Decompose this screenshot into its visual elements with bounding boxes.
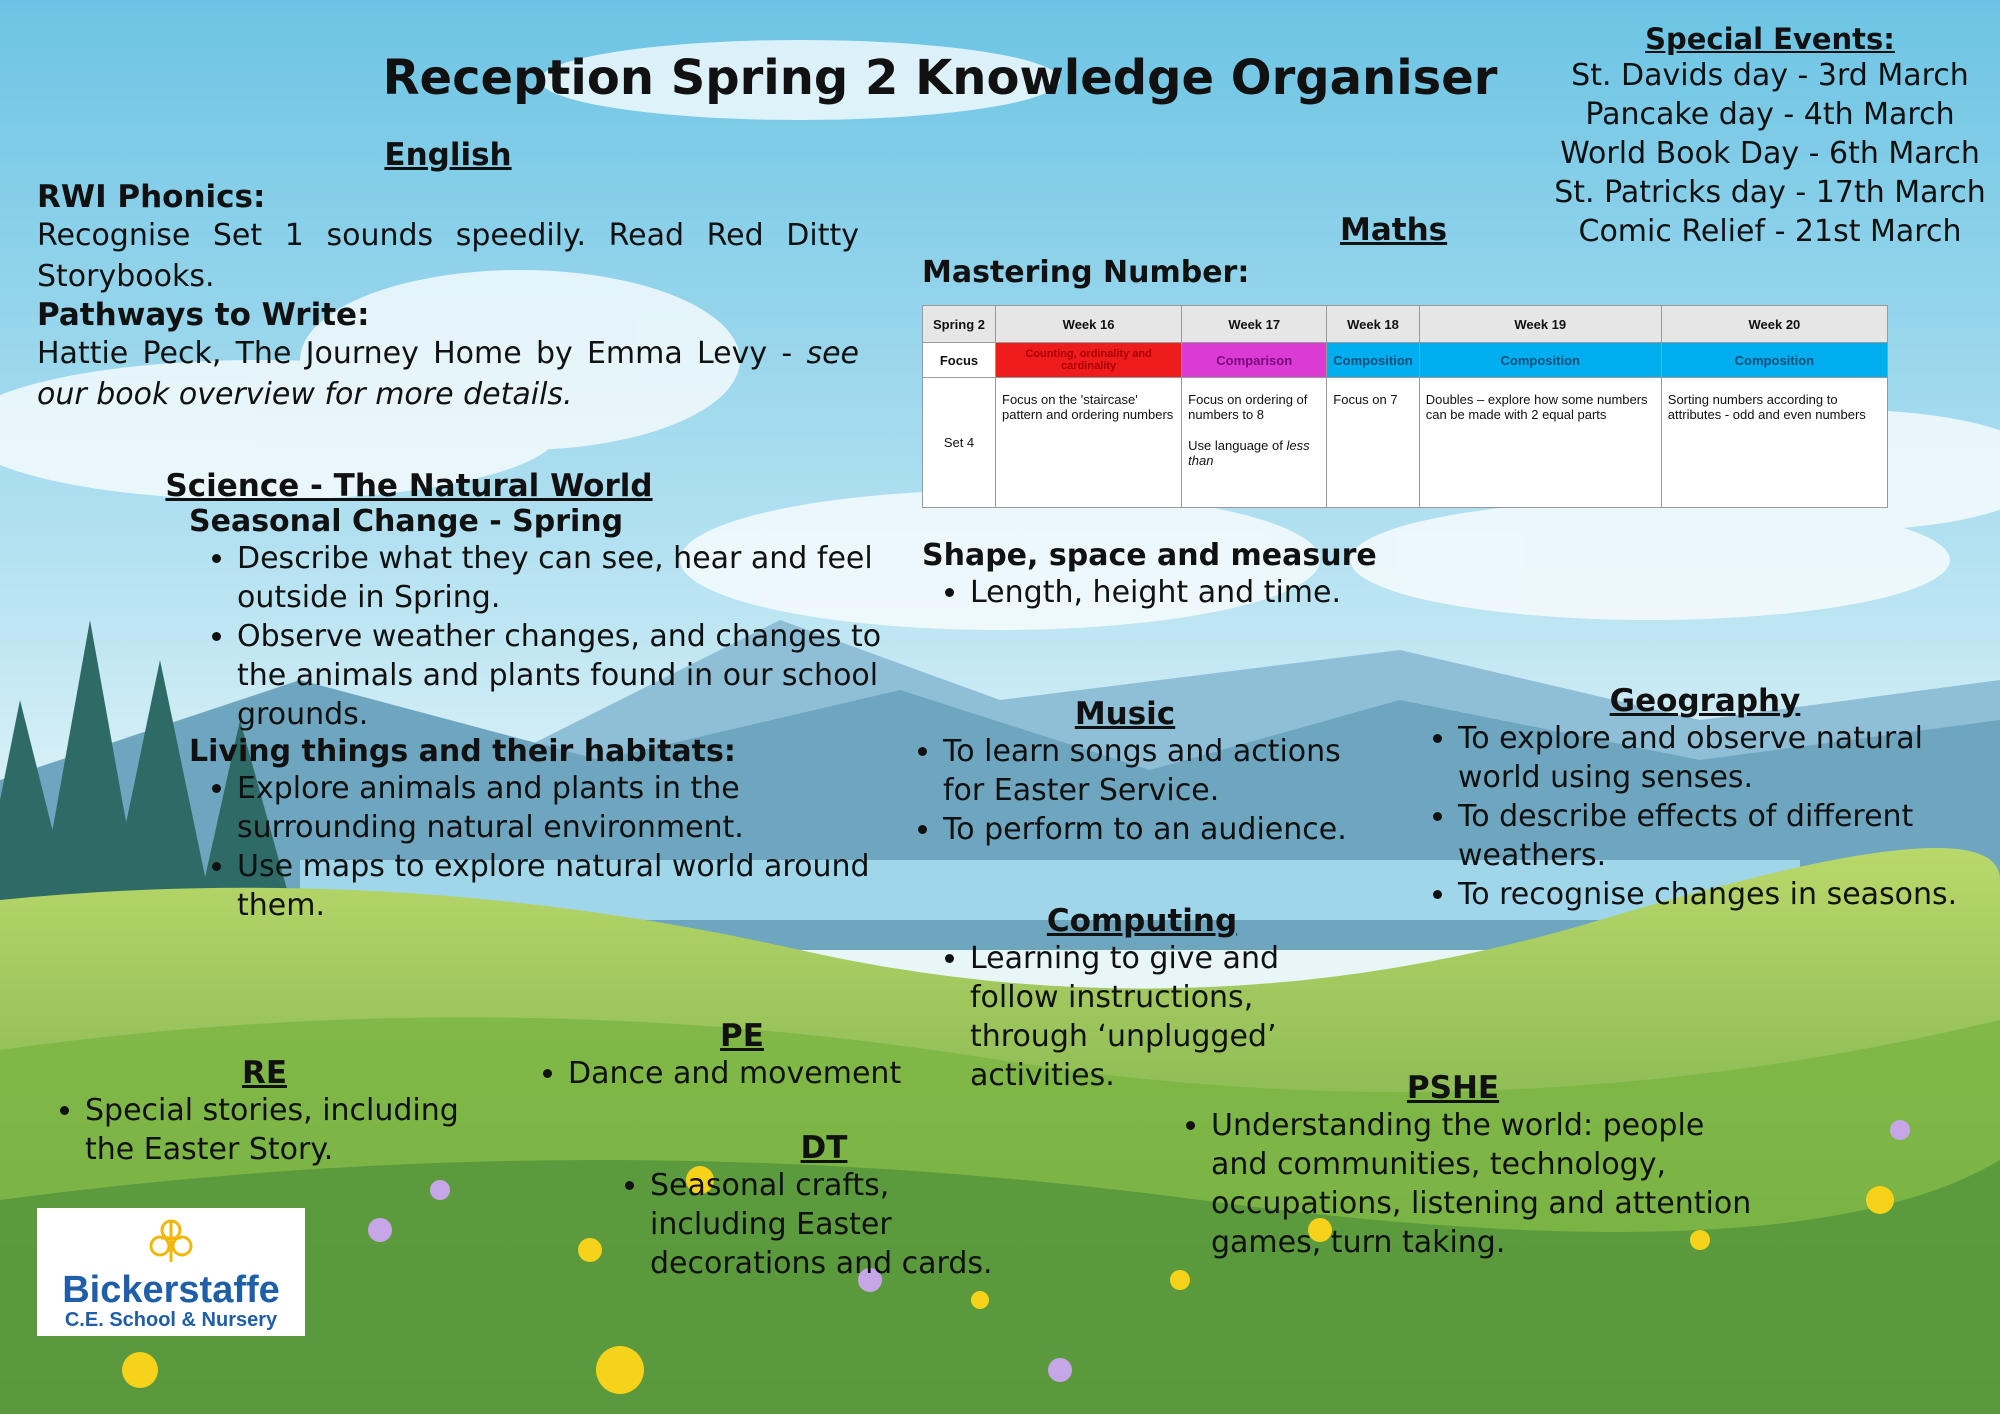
note-extra bbox=[1188, 438, 1320, 468]
english-heading: English bbox=[384, 137, 512, 173]
list-item: • Dance and movement bbox=[568, 1054, 920, 1093]
re-section bbox=[37, 1055, 517, 1169]
logo-tagline: C.E. School & Nursery bbox=[64, 1309, 278, 1331]
note-cell bbox=[1182, 378, 1327, 508]
dt-list bbox=[602, 1166, 1022, 1283]
pe-list bbox=[520, 1054, 920, 1093]
geography-list bbox=[1410, 719, 1995, 914]
focus-cell: Composition bbox=[1661, 343, 1887, 378]
note-cell: Focus on the 'staircase' pattern and ordering numbers bbox=[996, 378, 1182, 508]
science-heading: Science - The Natural World bbox=[165, 468, 653, 504]
list-item: • To learn songs and actions for Easter Service. bbox=[943, 732, 1355, 810]
special-events bbox=[1545, 22, 1995, 251]
trefoil-cross-icon bbox=[141, 1216, 201, 1268]
maths-table-wrapper bbox=[922, 305, 1888, 508]
school-logo bbox=[37, 1208, 305, 1336]
list-item: • Observe weather changes, and changes to the animals and plants found in our school grounds. bbox=[237, 617, 889, 734]
pe-heading: PE bbox=[720, 1018, 764, 1054]
dt-section bbox=[602, 1130, 1022, 1283]
note-cell: Doubles – explore how some numbers can be made with 2 equal parts bbox=[1419, 378, 1661, 508]
focus-cell: Counting, ordinality and cardinality bbox=[996, 343, 1182, 378]
special-event-item: St. Davids day - 3rd March bbox=[1571, 58, 1969, 93]
list-item: • Understanding the world: people and communities, technology, occupations, listening and attention games, turn taking. bbox=[1211, 1106, 1763, 1262]
pathways-label: Pathways to Write: bbox=[37, 297, 370, 333]
note-extra-prefix: Use language of bbox=[1188, 438, 1287, 453]
pshe-section bbox=[1163, 1070, 1763, 1262]
dt-heading: DT bbox=[800, 1130, 848, 1166]
week-header: Week 17 bbox=[1182, 306, 1327, 343]
page-title: Reception Spring 2 Knowledge Organiser bbox=[382, 50, 1498, 106]
focus-cell: Comparison bbox=[1182, 343, 1327, 378]
list-item: • Learning to give and follow instructions, through ‘unplugged’ activities. bbox=[970, 939, 1362, 1095]
pshe-list bbox=[1163, 1106, 1763, 1262]
list-item: • Explore animals and plants in the surrounding natural environment. bbox=[237, 769, 889, 847]
re-list bbox=[37, 1091, 517, 1169]
list-item: • Special stories, including the Easter Story. bbox=[85, 1091, 517, 1169]
focus-label: Focus bbox=[923, 343, 996, 378]
science-section bbox=[165, 468, 889, 925]
week-header: Week 19 bbox=[1419, 306, 1661, 343]
special-event-item: Pancake day - 4th March bbox=[1585, 97, 1955, 132]
note-text: Focus on ordering of numbers to 8 bbox=[1188, 392, 1308, 422]
set-label: Set 4 bbox=[923, 378, 996, 508]
music-list bbox=[895, 732, 1355, 849]
note-extra-italic: less than bbox=[1188, 438, 1310, 468]
rwi-label: RWI Phonics: bbox=[37, 179, 266, 215]
list-item: • Length, height and time. bbox=[970, 573, 1422, 612]
week-header: Week 20 bbox=[1661, 306, 1887, 343]
habitats-heading: Living things and their habitats: bbox=[189, 734, 736, 769]
maths-heading: Maths bbox=[1340, 212, 1448, 248]
english-section bbox=[37, 137, 859, 415]
seasonal-change-list bbox=[189, 539, 889, 734]
week-header: Week 18 bbox=[1327, 306, 1419, 343]
ssm-list bbox=[922, 573, 1422, 612]
list-item: • Use maps to explore natural world around them. bbox=[237, 847, 889, 925]
week-header: Week 16 bbox=[996, 306, 1182, 343]
note-cell: Focus on 7 bbox=[1327, 378, 1419, 508]
seasonal-change-heading: Seasonal Change - Spring bbox=[189, 504, 624, 539]
logo-name: Bickerstaffe bbox=[62, 1269, 280, 1311]
pathways-text bbox=[37, 333, 859, 415]
pe-section bbox=[520, 1018, 920, 1093]
list-item: • To recognise changes in seasons. bbox=[1458, 875, 1995, 914]
geography-heading: Geography bbox=[1609, 683, 1801, 719]
computing-heading: Computing bbox=[1046, 903, 1238, 939]
re-heading: RE bbox=[241, 1055, 288, 1091]
ssm-section bbox=[922, 538, 1422, 612]
special-events-heading: Special Events: bbox=[1645, 22, 1895, 56]
table-corner: Spring 2 bbox=[923, 306, 996, 343]
pathways-note: see our book overview for more details. bbox=[37, 336, 859, 412]
rwi-text: Recognise Set 1 sounds speedily. Read Red Ditty Storybooks. bbox=[37, 218, 859, 294]
special-event-item: World Book Day - 6th March bbox=[1560, 136, 1980, 171]
ssm-heading: Shape, space and measure bbox=[922, 538, 1377, 573]
focus-cell: Composition bbox=[1419, 343, 1661, 378]
habitats-list bbox=[189, 769, 889, 925]
maths-table bbox=[922, 305, 1888, 508]
special-event-item: St. Patricks day - 17th March bbox=[1554, 175, 1986, 210]
music-section bbox=[895, 696, 1355, 849]
pathways-books: Hattie Peck, The Journey Home by Emma Levy - bbox=[37, 336, 807, 371]
music-heading: Music bbox=[1074, 696, 1176, 732]
list-item: • To explore and observe natural world using senses. bbox=[1458, 719, 1995, 797]
note-cell: Sorting numbers according to attributes - odd and even numbers bbox=[1661, 378, 1887, 508]
list-item: • Seasonal crafts, including Easter decorations and cards. bbox=[650, 1166, 1022, 1283]
pshe-heading: PSHE bbox=[1406, 1070, 1500, 1106]
focus-cell: Composition bbox=[1327, 343, 1419, 378]
mastering-number-heading: Mastering Number: bbox=[922, 255, 1250, 290]
list-item: • To describe effects of different weathers. bbox=[1458, 797, 1995, 875]
list-item: • Describe what they can see, hear and feel outside in Spring. bbox=[237, 539, 889, 617]
geography-section bbox=[1410, 683, 1995, 914]
computing-section bbox=[922, 903, 1362, 1095]
special-event-item: Comic Relief - 21st March bbox=[1578, 214, 1962, 249]
list-item: • To perform to an audience. bbox=[943, 810, 1355, 849]
